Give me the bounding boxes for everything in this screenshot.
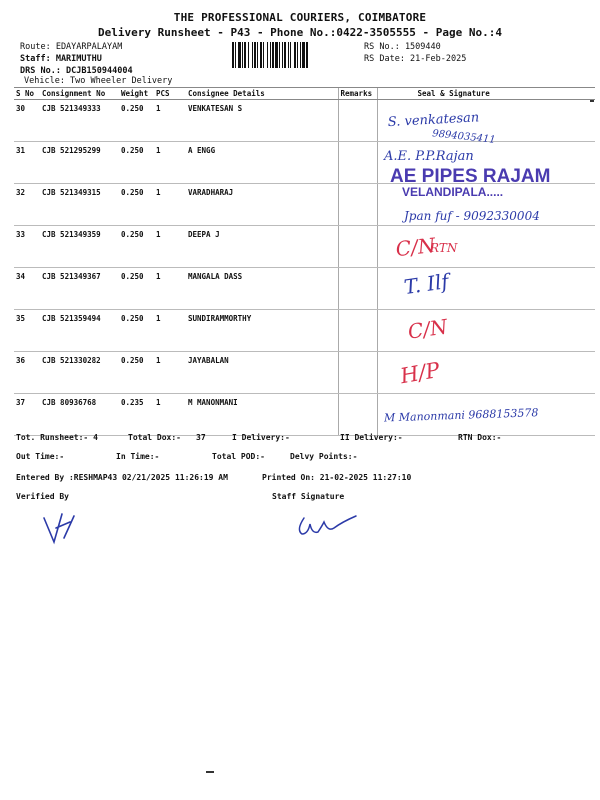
barcode-icon bbox=[232, 42, 352, 68]
pcs-cell: 1 bbox=[154, 100, 186, 142]
barcode-bar bbox=[282, 42, 283, 68]
printed-on: Printed On: 21-02-2025 11:27:10 bbox=[262, 473, 412, 482]
consignee-cell: M MANONMANI bbox=[186, 394, 338, 436]
barcode-bar bbox=[306, 42, 308, 68]
column-header: Seal & Signature bbox=[377, 88, 595, 100]
page-mark bbox=[206, 771, 214, 773]
delvy-points: Delvy Points:- bbox=[290, 452, 358, 461]
sno-cell: 32 bbox=[14, 184, 40, 226]
sno-cell: 33 bbox=[14, 226, 40, 268]
weight-cell: 0.250 bbox=[119, 184, 154, 226]
barcode-bar bbox=[297, 42, 298, 68]
svg-text:Jpan fuf - 9092330004: Jpan fuf - 9092330004 bbox=[404, 209, 540, 223]
weight-cell: 0.235 bbox=[119, 394, 154, 436]
remarks-cell bbox=[338, 100, 377, 142]
staff-signature: Staff Signature bbox=[272, 492, 345, 501]
barcode-bar bbox=[244, 42, 246, 68]
staff-signature-icon bbox=[294, 508, 364, 540]
page-mark bbox=[590, 100, 594, 102]
barcode-bar bbox=[232, 42, 234, 68]
svg-text:C/N: C/N bbox=[408, 314, 449, 342]
remarks-cell bbox=[338, 394, 377, 436]
signature-row-34 bbox=[404, 264, 514, 300]
table-header-row bbox=[14, 88, 595, 100]
handwriting-icon bbox=[400, 352, 460, 388]
barcode-bar bbox=[242, 42, 243, 68]
total-pod: Total POD:- bbox=[212, 452, 265, 461]
handwriting-icon bbox=[384, 396, 596, 430]
svg-text:T. Ilf: T. Ilf bbox=[404, 269, 451, 300]
sno-cell: 36 bbox=[14, 352, 40, 394]
consignee-cell: MANGALA DASS bbox=[186, 268, 338, 310]
barcode-bar bbox=[257, 42, 258, 68]
remark-row-33 bbox=[396, 230, 486, 264]
barcode-bar bbox=[279, 42, 280, 68]
pcs-cell: 1 bbox=[154, 226, 186, 268]
remarks-cell bbox=[338, 352, 377, 394]
consignee-cell: JAYABALAN bbox=[186, 352, 338, 394]
stamp-row-31-32 bbox=[380, 140, 595, 230]
route: Route: EDAYARPALAYAM bbox=[20, 42, 123, 52]
barcode-bar bbox=[238, 42, 241, 68]
remarks-cell bbox=[338, 226, 377, 268]
vehicle: Vehicle: Two Wheeler Delivery bbox=[24, 76, 173, 86]
consignment-cell: CJB 521295299 bbox=[40, 142, 119, 184]
pcs-cell: 1 bbox=[154, 184, 186, 226]
rtn-dox: RTN Dox:- bbox=[458, 433, 502, 442]
handwriting-icon bbox=[408, 312, 468, 342]
barcode-bar bbox=[248, 42, 249, 68]
i-delivery: I Delivery:- bbox=[232, 433, 290, 442]
drs-number: DRS No.: DCJB150944004 bbox=[20, 66, 133, 76]
barcode-bar bbox=[267, 42, 268, 68]
column-header: Consignment No bbox=[40, 88, 119, 100]
rs-number: RS No.: 1509440 bbox=[364, 42, 441, 52]
svg-text:RTN: RTN bbox=[430, 241, 458, 255]
barcode-bar bbox=[284, 42, 286, 68]
consignment-cell: CJB 521330282 bbox=[40, 352, 119, 394]
pcs-cell: 1 bbox=[154, 352, 186, 394]
handwriting-icon bbox=[404, 264, 514, 300]
total-dox-value: 37 bbox=[196, 433, 206, 442]
consignment-cell: CJB 521349359 bbox=[40, 226, 119, 268]
tot-runsheet: Tot. Runsheet:- 4 bbox=[16, 433, 98, 442]
consignee-cell: SUNDIRAMMORTHY bbox=[186, 310, 338, 352]
table-row bbox=[14, 226, 595, 268]
barcode-bar bbox=[263, 42, 264, 68]
signature-row-37 bbox=[384, 396, 596, 430]
sno-cell: 35 bbox=[14, 310, 40, 352]
column-header: Consignee Details bbox=[186, 88, 338, 100]
svg-text:9894035411: 9894035411 bbox=[431, 128, 497, 146]
pcs-cell: 1 bbox=[154, 310, 186, 352]
staff: Staff: MARIMUTHU bbox=[20, 54, 102, 64]
column-header: PCS bbox=[154, 88, 186, 100]
svg-text:M Manonmani 9688153578: M Manonmani 9688153578 bbox=[384, 406, 539, 425]
svg-text:C/N: C/N bbox=[396, 233, 437, 262]
consignment-cell: CJB 80936768 bbox=[40, 394, 119, 436]
barcode-bar bbox=[270, 42, 271, 68]
ii-delivery: II Delivery:- bbox=[340, 433, 403, 442]
sno-cell: 31 bbox=[14, 142, 40, 184]
sno-cell: 37 bbox=[14, 394, 40, 436]
verified-signature-icon bbox=[40, 508, 80, 548]
column-header: S No bbox=[14, 88, 40, 100]
svg-text:S. venkatesan: S. venkatesan bbox=[388, 110, 480, 131]
svg-text:AE PIPES RAJAM: AE PIPES RAJAM bbox=[390, 166, 551, 187]
barcode-bar bbox=[260, 42, 262, 68]
barcode-bar bbox=[300, 42, 301, 68]
runsheet-title: Delivery Runsheet - P43 - Phone No.:0422-3505555 - Page No.:4 bbox=[98, 26, 502, 39]
barcode-bar bbox=[235, 42, 236, 68]
table-row bbox=[14, 310, 595, 352]
pcs-cell: 1 bbox=[154, 394, 186, 436]
pcs-cell: 1 bbox=[154, 142, 186, 184]
consignment-cell: CJB 521349367 bbox=[40, 268, 119, 310]
barcode-bar bbox=[294, 42, 296, 68]
entered-by: Entered By :RESHMAP43 02/21/2025 11:26:19 AM bbox=[16, 473, 228, 482]
barcode-bar bbox=[302, 42, 305, 68]
remarks-cell bbox=[338, 268, 377, 310]
barcode-bar bbox=[288, 42, 289, 68]
remark-row-36 bbox=[400, 352, 460, 388]
weight-cell: 0.250 bbox=[119, 352, 154, 394]
consignee-cell: A ENGG bbox=[186, 142, 338, 184]
barcode-bar bbox=[275, 42, 278, 68]
barcode-bar bbox=[252, 42, 253, 68]
table-row bbox=[14, 352, 595, 394]
in-time: In Time:- bbox=[116, 452, 160, 461]
total-dox-label: Total Dox:- bbox=[128, 433, 181, 442]
sno-cell: 34 bbox=[14, 268, 40, 310]
out-time: Out Time:- bbox=[16, 452, 65, 461]
remarks-cell bbox=[338, 142, 377, 184]
svg-text:H/P: H/P bbox=[400, 357, 442, 388]
weight-cell: 0.250 bbox=[119, 268, 154, 310]
consignee-cell: VARADHARAJ bbox=[186, 184, 338, 226]
weight-cell: 0.250 bbox=[119, 310, 154, 352]
handwriting-icon bbox=[396, 230, 486, 264]
sno-cell: 30 bbox=[14, 100, 40, 142]
consignment-cell: CJB 521349315 bbox=[40, 184, 119, 226]
barcode-bar bbox=[272, 42, 274, 68]
svg-text:A.E. P.P.Rajan: A.E. P.P.Rajan bbox=[384, 149, 474, 164]
column-header: Remarks bbox=[338, 88, 377, 100]
pcs-cell: 1 bbox=[154, 268, 186, 310]
remarks-cell bbox=[338, 184, 377, 226]
svg-text:VELANDIPALA.....: VELANDIPALA..... bbox=[402, 185, 504, 199]
consignee-cell: DEEPA J bbox=[186, 226, 338, 268]
company-name: THE PROFESSIONAL COURIERS, COIMBATORE bbox=[173, 11, 427, 24]
consignment-cell: CJB 521359494 bbox=[40, 310, 119, 352]
remark-row-35 bbox=[408, 312, 468, 342]
weight-cell: 0.250 bbox=[119, 142, 154, 184]
consignment-cell: CJB 521349333 bbox=[40, 100, 119, 142]
barcode-bar bbox=[254, 42, 256, 68]
verified-by: Verified By bbox=[16, 492, 69, 501]
column-header: Weight bbox=[119, 88, 154, 100]
stamp-icon bbox=[380, 140, 595, 230]
rs-date: RS Date: 21-Feb-2025 bbox=[364, 54, 467, 64]
consignee-cell: VENKATESAN S bbox=[186, 100, 338, 142]
weight-cell: 0.250 bbox=[119, 226, 154, 268]
weight-cell: 0.250 bbox=[119, 100, 154, 142]
barcode-bar bbox=[290, 42, 291, 68]
remarks-cell bbox=[338, 310, 377, 352]
